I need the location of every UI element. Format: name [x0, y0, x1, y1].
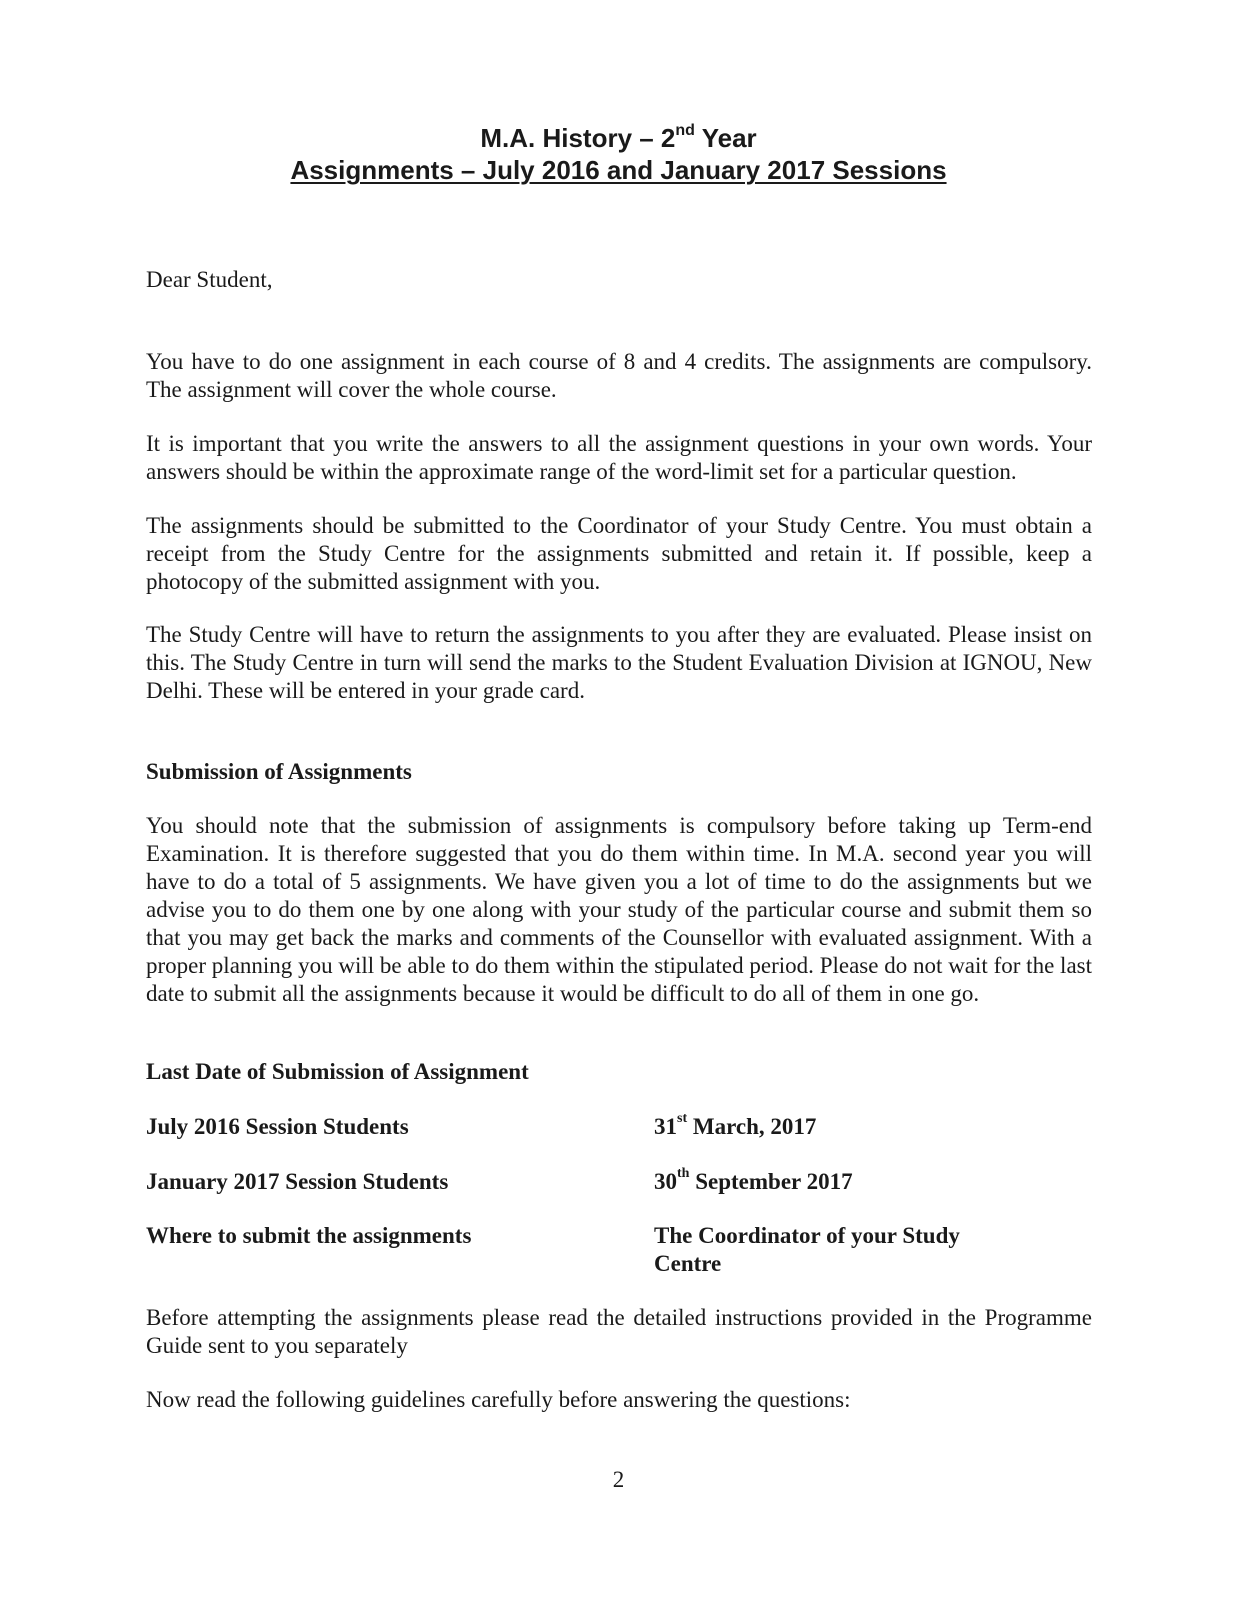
paragraph-4: The Study Centre will have to return the assignments to you after they are evaluated. Please insist on this. The Study Centre in turn will send the marks to the Student Evaluation Division at IGNOU, New Delhi. These will be entered in your grade card. — [146, 622, 1092, 703]
deadline-label: July 2016 Session Students — [146, 1114, 409, 1139]
submission-heading: Submission of Assignments — [146, 759, 412, 784]
deadline-value: 30th September 2017 — [654, 1166, 853, 1194]
deadline-value: 31st March, 2017 — [654, 1111, 817, 1139]
title-line-2: Assignments – July 2016 and January 2017 Sessions — [290, 155, 947, 185]
submission-text: You should note that the submission of assignments is compulsory before taking up Term-end Examination. It is therefore suggested that you do them within time. In M.A. second year you will have to do a total of 5 assignments. We have given you a lot of time to do the assignments but we advise you to do them one by one along with your study of the particular course and submit them so that you may get back the marks and comments of the Counsellor with evaluated assignment. With a proper planning you will be able to do them within the stipulated period. Please do not wait for the last date to submit all the assignments because it would be difficult to do all of them in one go. — [146, 813, 1092, 1006]
location-value: The Coordinator of your Study Centre — [654, 1223, 960, 1276]
last-date-heading: Last Date of Submission of Assignment — [146, 1059, 529, 1084]
page-number: 2 — [612, 1467, 625, 1492]
paragraph-3: The assignments should be submitted to the Coordinator of your Study Centre. You must obtain a receipt from the Study Centre for the assignments submitted and retain it. If possible, keep a photocopy of the submitted assignment with you. — [146, 513, 1092, 594]
paragraph-2: It is important that you write the answers to all the assignment questions in your own words. Your answers should be within the approximate range of the word-limit set for a particular question. — [146, 431, 1092, 484]
location-label: Where to submit the assignments — [146, 1223, 472, 1248]
deadline-label: January 2017 Session Students — [146, 1169, 449, 1194]
closing-paragraph-2: Now read the following guidelines carefully before answering the questions: — [146, 1387, 851, 1412]
salutation: Dear Student, — [146, 267, 273, 292]
title-line-1: M.A. History – 2nd Year — [480, 122, 757, 153]
document-title — [0, 122, 1237, 186]
paragraph-1: You have to do one assignment in each course of 8 and 4 credits. The assignments are compulsory. The assignment will cover the whole course. — [146, 349, 1092, 402]
closing-paragraph-1: Before attempting the assignments please read the detailed instructions provided in the Programme Guide sent to you separately — [146, 1305, 1092, 1358]
